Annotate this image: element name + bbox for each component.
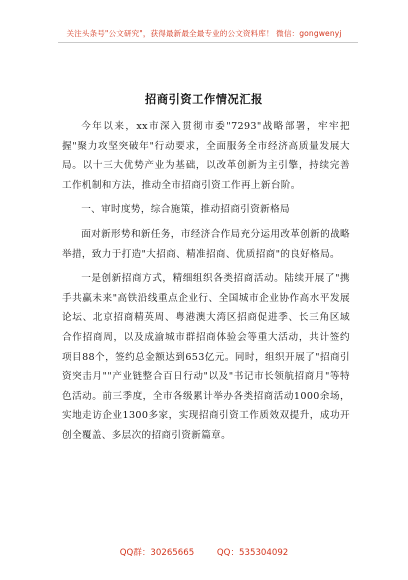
- paragraph-section-intro: 面对新形势和新任务，市经济合作局充分运用改革创新的战略举措，致力于打造"大招商、精准招商、优质招商"的良好格局。: [62, 228, 350, 260]
- document-body: [62, 117, 350, 451]
- header-banner: 关注头条号"公文研究"，获得最新最全最专业的公文资料库！ 微信：gongwenyj: [66, 29, 342, 38]
- paragraph-intro: 今年以来，xx市深入贯彻市委"7293"战略部署，牢牢把握"聚力攻坚突破年"行动要求，全面服务全市经济高质量发展大局。以十三大优势产业为基础，以改革创新为主引擎，持续完善工作机制和方法，推动全市招商引资工作再上新台阶。: [62, 121, 350, 191]
- paragraph-innovation: 一是创新招商方式，精细组织各类招商活动。陆续开展了"携手共赢未来"高铁沿线重点企业行、全国城市企业协作高水平发展论坛、北京招商精英周、粤港澳大湾区招商促进季、长三角区域合作招商周，以及成渝城市群招商体验会等重大活动，共计签约项目88个，签约总金额达到653亿元。同时，组织开展了"招商引资突击月""产业链整合百日行动"以及"书记市长领航招商月"等特色活动。前三季度，全市各级累计举办各类招商活动1000余场，实地走访企业1300多家，实现招商引资工作质效双提升，成功开创全覆盖、多层次的招商引资新篇章。: [62, 273, 350, 441]
- footer-qq-group: QQ群：30265665: [119, 548, 195, 558]
- header-divider: [58, 42, 358, 43]
- document-title: 招商引资工作情况汇报: [145, 93, 263, 106]
- section-heading: 一、审时度势，综合施策，推动招商引资新格局: [81, 204, 291, 216]
- footer-qq: QQ：535304092: [216, 548, 289, 558]
- footer-contact: [0, 546, 408, 558]
